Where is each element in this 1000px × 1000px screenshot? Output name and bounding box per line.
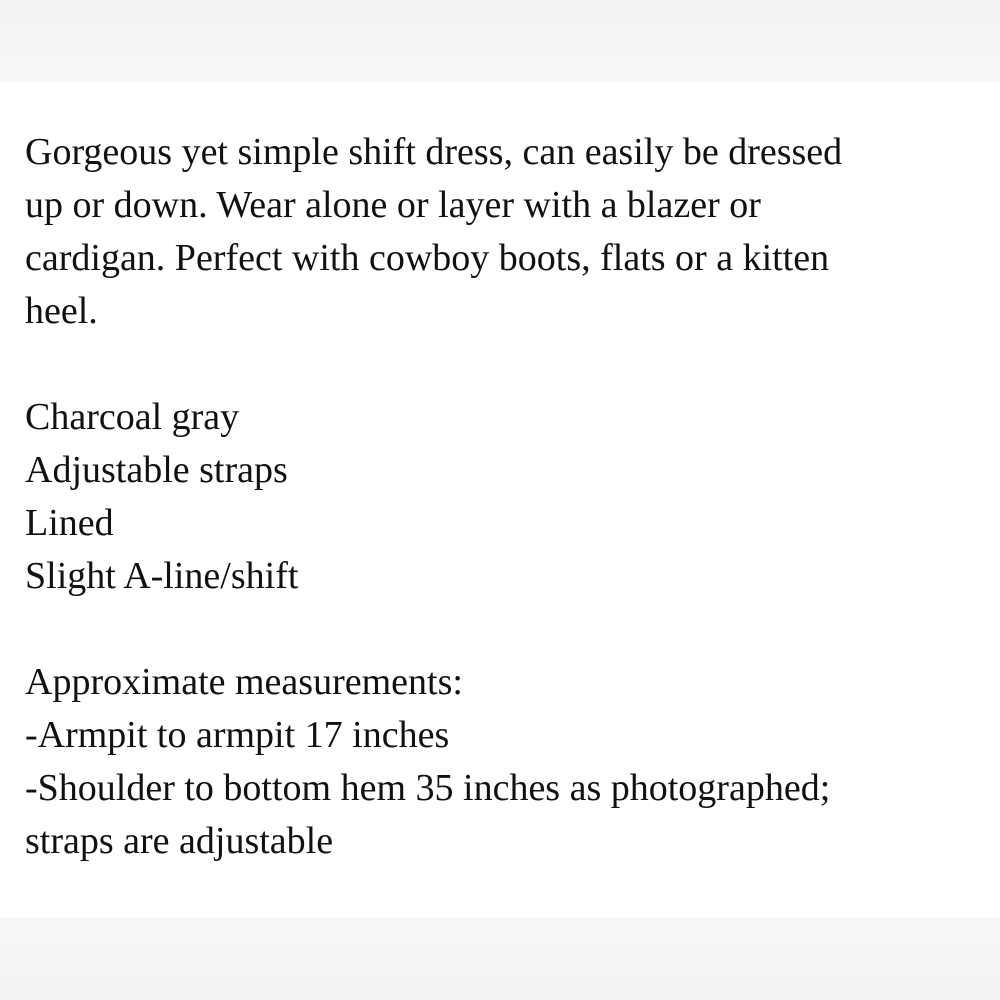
measurement-length-note: straps are adjustable (25, 820, 334, 862)
measurements-heading: Approximate measurements: (25, 661, 463, 703)
description-panel (0, 82, 1000, 917)
paragraph-spacer (25, 603, 975, 656)
description-line: heel. (25, 290, 98, 332)
feature-color: Charcoal gray (25, 396, 240, 438)
bottom-border-band (0, 917, 1000, 1000)
description-line: cardigan. Perfect with cowboy boots, flats or a kitten (25, 237, 830, 279)
top-border-band (0, 0, 1000, 82)
measurement-armpit: -Armpit to armpit 17 inches (25, 714, 450, 756)
feature-lining: Lined (25, 502, 114, 544)
feature-straps: Adjustable straps (25, 449, 288, 491)
feature-silhouette: Slight A-line/shift (25, 555, 299, 597)
description-line: Gorgeous yet simple shift dress, can easily be dressed (25, 131, 843, 173)
measurement-length: -Shoulder to bottom hem 35 inches as photographed; (25, 767, 831, 809)
description-line: up or down. Wear alone or layer with a blazer or (25, 184, 761, 226)
paragraph-spacer (25, 338, 975, 391)
listing-description-text (25, 126, 975, 868)
